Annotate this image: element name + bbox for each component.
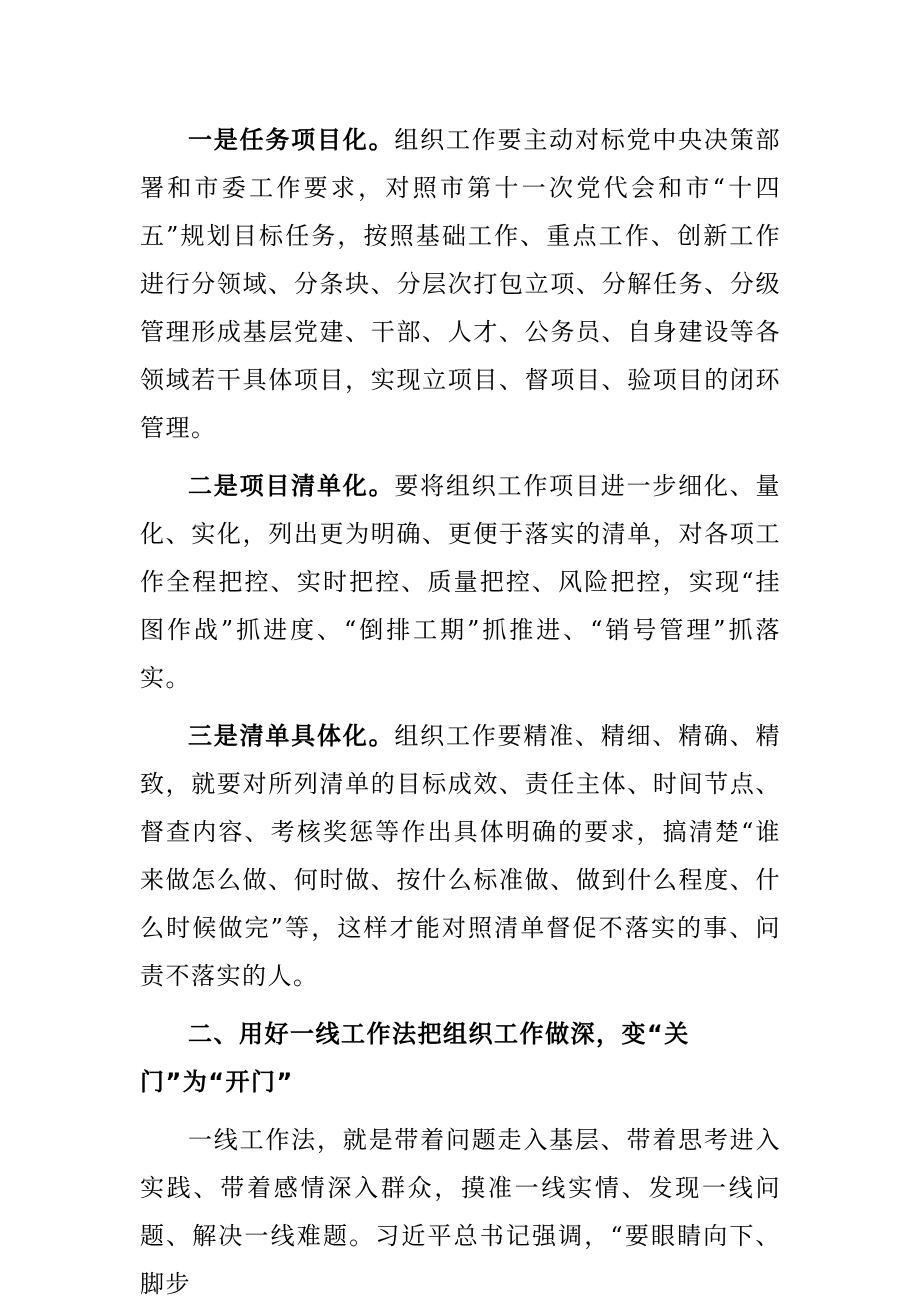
paragraph-body: 要将组织工作项目进一步细化、量化、实化，列出更为明确、更便于落实的清单，对各项工作全程把控、实时把控、质量把控、风险把控，实现“挂图作战”抓进度、“倒排工期”抓推进、“销号管理”抓落实。: [140, 472, 782, 692]
paragraph-frontline-method: 一线工作法，就是带着问题走入基层、带着思考进入实践、带着感情深入群众，摸准一线实情、发现一线问题、解决一线难题。习近平总书记强调，“要眼睛向下、脚步: [140, 1126, 781, 1298]
paragraph-lead: 三是清单具体化。: [188, 722, 395, 750]
section-heading: 二、用好一线工作法把组织工作做深，变“关门”为“开门”: [140, 1020, 690, 1096]
paragraph-body: 组织工作要主动对标党中央决策部署和市委工作要求，对照市第十一次党代会和市“十四五”规划目标任务，按照基础工作、重点工作、创新工作进行分领域、分条块、分层次打包立项、分解任务、分级管理形成基层党建、干部、人才、公务员、自身建设等各领域若干具体项目，实现立项目、督项目、验项目的闭环管理。: [140, 126, 782, 442]
paragraph-lead: 二是项目清单化。: [188, 472, 395, 500]
paragraph-task-itemization: [140, 116, 781, 452]
paragraph-item-listing: [140, 462, 781, 702]
paragraph-list-concretization: [140, 712, 781, 1000]
paragraph-body: 组织工作要精准、精细、精确、精致，就要对所列清单的目标成效、责任主体、时间节点、督查内容、考核奖惩等作出具体明确的要求，搞清楚“谁来做怎么做、何时做、按什么标准做、做到什么程度、什么时候做完”等，这样才能对照清单督促不落实的事、问责不落实的人。: [140, 722, 782, 990]
paragraph-lead: 一是任务项目化。: [188, 126, 395, 154]
